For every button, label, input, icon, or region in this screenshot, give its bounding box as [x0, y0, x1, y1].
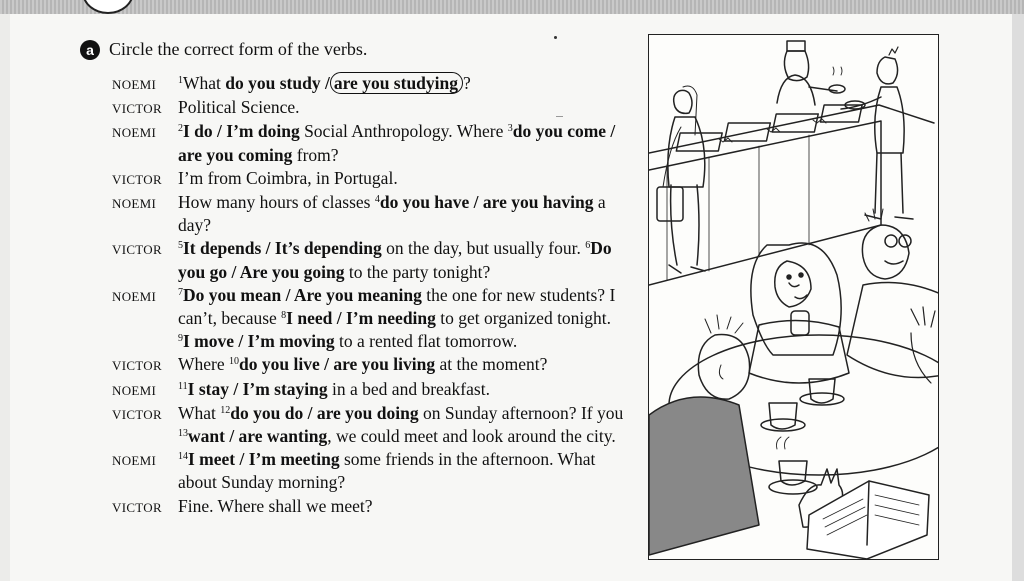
dialogue-line [112, 378, 632, 402]
item-number: 5 [178, 240, 183, 252]
speech-text [178, 284, 626, 354]
speech-text [178, 448, 626, 494]
speaker-name: NOEMI [112, 453, 157, 469]
speech-text [178, 378, 626, 402]
speech-fragment: Social Anthropology. Where [299, 121, 508, 142]
speech-fragment: in a bed and breakfast. [327, 378, 490, 399]
dialogue-line [112, 284, 632, 354]
speech-text [178, 167, 626, 191]
dialogue-line [112, 448, 632, 494]
item-number: 4 [374, 194, 380, 206]
speech-text [178, 495, 626, 519]
dialogue-line [112, 72, 632, 96]
item-number: 14 [178, 451, 188, 463]
verb-choice[interactable]: I meet / I’m meeting [188, 449, 340, 470]
cartoon-illustration [649, 35, 938, 559]
speech-fragment: Political Science. [178, 97, 300, 118]
verb-choice[interactable]: do you live / are you living [239, 354, 436, 375]
dialogue-line [112, 402, 632, 448]
speaker-name: NOEMI [112, 77, 157, 92]
verb-choice[interactable]: / [320, 73, 330, 93]
item-number: 3 [507, 123, 513, 135]
verb-choice[interactable]: do you have / are you having [379, 192, 594, 213]
exercise-instruction [80, 39, 367, 60]
dialogue-line [112, 495, 632, 519]
woman-long-hair [749, 243, 849, 383]
speech-fragment: , we could meet and look around the city. [327, 426, 616, 447]
speaker-name: VICTOR [112, 406, 162, 422]
speech-fragment: How many hours of classes [178, 192, 375, 213]
speaker-name: NOEMI [112, 382, 157, 398]
verb-choice[interactable]: I need / I’m needing [286, 308, 436, 329]
speech-fragment: some friends in the afternoon. What about Sunday morning? [178, 449, 596, 493]
dialogue-line [112, 237, 632, 283]
page-top-strip [0, 0, 1024, 14]
dialogue-line [112, 120, 632, 166]
item-number: 6 [585, 240, 591, 252]
instruction-text: Circle the correct form of the verbs. [109, 39, 368, 59]
verb-choice[interactable]: Do you go / Are you going [178, 238, 612, 282]
chef-figure [777, 41, 845, 105]
dialogue-line [112, 191, 632, 237]
verb-choice[interactable]: I stay / I’m staying [187, 378, 328, 399]
verb-choice[interactable]: Do you mean / Are you meaning [183, 284, 422, 305]
page-left-margin [0, 14, 10, 581]
speaker-name: VICTOR [112, 499, 162, 515]
verb-choice[interactable]: I move / I’m moving [183, 331, 335, 352]
speech-fragment: to a rented flat tomorrow. [334, 331, 518, 352]
speech-text [178, 237, 626, 283]
speaker-name: NOEMI [112, 196, 157, 212]
open-book [807, 481, 929, 559]
speech-fragment: from? [292, 144, 339, 165]
speech-fragment: on the day, but usually four. [381, 238, 586, 259]
speech-text [178, 120, 626, 166]
waiter-figure [841, 47, 913, 219]
item-number: 12 [220, 404, 231, 416]
speech-fragment: Fine. Where shall we meet? [178, 495, 373, 516]
woman-standing [657, 86, 705, 273]
verb-choice[interactable]: do you study [225, 73, 321, 93]
speaker-name: VICTOR [112, 101, 162, 117]
speech-fragment: What [178, 402, 221, 423]
speech-fragment: ? [463, 73, 471, 93]
item-number: 9 [178, 333, 183, 345]
verb-choice[interactable]: do you do / are you doing [230, 402, 419, 423]
speech-fragment: to get organized tonight. [435, 308, 612, 329]
exercise-letter-badge: a [80, 40, 100, 60]
counter-panels [667, 135, 809, 280]
speech-text [178, 72, 626, 96]
verb-choice[interactable]: do you come / are you coming [178, 121, 616, 165]
speech-fragment: the one for new students? I can’t, because [178, 284, 616, 329]
speech-text [178, 96, 626, 120]
item-number: 13 [178, 428, 188, 440]
speech-fragment: a day? [178, 192, 606, 236]
speaker-name: VICTOR [112, 358, 162, 374]
dialogue-line [112, 167, 632, 191]
cafeteria-cartoon [648, 34, 939, 560]
speech-fragment: Where [178, 354, 230, 375]
speech-text [178, 191, 626, 237]
speech-text [178, 402, 626, 448]
speech-fragment: on Sunday afternoon? If you [418, 402, 624, 423]
verb-choice[interactable]: I do / I’m doing [183, 121, 300, 142]
bald-man-right [847, 209, 938, 378]
speaker-name: VICTOR [112, 171, 162, 187]
item-number: 7 [178, 286, 183, 298]
verb-choice[interactable]: want / are wanting [188, 426, 328, 447]
speech-fragment: to the party tonight? [344, 261, 491, 282]
dialogue-line [112, 353, 632, 377]
speaker-name: VICTOR [112, 242, 162, 258]
circled-answer[interactable]: are you studying [330, 72, 463, 94]
verb-choice[interactable]: It depends / It’s depending [183, 238, 382, 259]
item-number: 2 [178, 123, 183, 135]
speaker-name: NOEMI [112, 288, 157, 304]
stray-dot [554, 36, 557, 39]
counter-top-line [649, 105, 934, 153]
item-number: 1 [178, 75, 183, 86]
dialogue-list [112, 72, 632, 519]
item-number: 10 [229, 356, 240, 368]
coffee-cups [761, 379, 844, 494]
speech-fragment: I’m from Coimbra, in Portugal. [178, 167, 398, 188]
speech-fragment: at the moment? [435, 354, 548, 375]
page-right-margin [1012, 14, 1024, 581]
speech-fragment: What [183, 73, 226, 93]
man-foreground-left [649, 315, 759, 555]
item-number: 8 [281, 310, 287, 322]
item-number: 11 [178, 380, 188, 392]
speaker-name: NOEMI [112, 125, 157, 141]
dialogue-line [112, 96, 632, 120]
speech-text [178, 353, 626, 377]
